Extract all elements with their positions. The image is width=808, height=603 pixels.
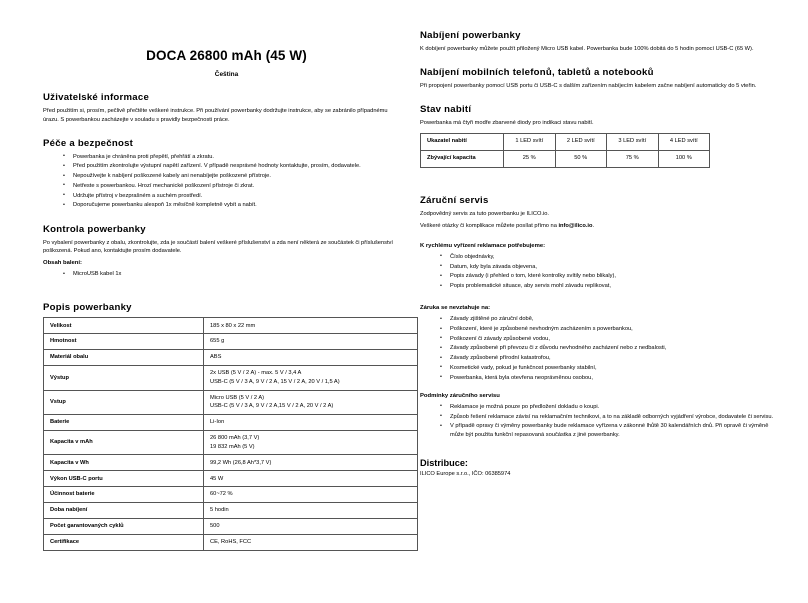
spec-key: Vstup	[44, 390, 204, 414]
spec-value-line: 19 832 mAh (5 V)	[210, 443, 255, 450]
section-heading-care-safety: Péče a bezpečnost	[43, 137, 134, 149]
list-item: • V případě opravy či výměny powerbanky bude reklamace vyřízena v zákonné lhůtě 30 kalendářních dnů. Při opravě či výměně může být použita funkční repasovaná součástka z jiné powerbanky.	[450, 422, 783, 440]
list-item: • Číslo objednávky,	[450, 253, 783, 262]
spec-value	[204, 415, 418, 431]
section-spec-table	[43, 302, 404, 551]
right-column	[412, 0, 808, 564]
section-care-safety	[43, 138, 404, 211]
care-safety-list	[43, 153, 404, 211]
list-item: • Závady způsobené přírodní katastrofou,	[450, 354, 783, 363]
spec-value	[204, 535, 418, 551]
specification-table	[43, 317, 418, 551]
spec-key: Výkon USB-C portu	[44, 471, 204, 487]
list-item: • MicroUSB kabel 1x	[73, 270, 404, 279]
warranty-exclusions-list	[420, 315, 783, 383]
section-distribution	[420, 458, 783, 479]
led-capacity-row-header: Zbývající kapacita	[421, 151, 504, 168]
charging-devices-paragraph: Při propojení powerbanky pomocí USB portu či USB-C s dalším zařízením nabíjecím kabelem začne nabíjení automaticky do 5 vteřin.	[420, 82, 757, 89]
section-warranty-terms	[420, 392, 783, 441]
spec-key: Hmotnost	[44, 334, 204, 350]
spec-value	[204, 390, 418, 414]
spec-value	[204, 350, 418, 366]
spec-value-line: 60~72 %	[210, 491, 233, 498]
list-item: • Powerbanka, která byla otevřena neoprávněnou osobou,	[450, 374, 783, 383]
led-capacity-cell: 50 %	[555, 151, 607, 168]
table-row	[44, 487, 418, 503]
warranty-service-line1: Zodpovědný servis za tuto powerbanku je ILICO.io.	[420, 211, 549, 218]
section-warranty-service	[420, 195, 783, 291]
table-row	[44, 366, 418, 390]
table-row	[44, 519, 418, 535]
spec-value-line: 45 W	[210, 475, 224, 482]
warranty-exclusions-heading: Záruka se nevztahuje na:	[420, 305, 491, 312]
led-indicator-row-header: Ukazatel nabití	[421, 134, 504, 151]
warranty-contact-prefix: Veškeré otázky či komplikace můžete posílat přímo na	[420, 223, 559, 230]
spec-value-line: 185 x 80 x 22 mm	[210, 322, 256, 329]
led-capacity-cell: 25 %	[504, 151, 556, 168]
led-capacity-cell: 75 %	[607, 151, 659, 168]
section-charge-state	[420, 104, 783, 169]
charging-powerbank-paragraph: K dobíjení powerbanky můžete použít přiložený Micro USB kabel. Powerbanka bude 100% dobitá do 5 hodin pomocí USB-C (65 W).	[420, 46, 754, 52]
list-item: • Popis problematické situace, aby servis mohl závadu replikovat,	[450, 282, 783, 291]
spec-value	[204, 471, 418, 487]
section-inspection	[43, 224, 404, 280]
spec-value-line: USB-C (5 V / 3 A, 9 V / 2 A, 15 V / 2 A, 20 V / 1,5 A)	[210, 378, 340, 385]
warranty-terms-heading: Podmínky záručního servisu	[420, 392, 500, 399]
spec-value	[204, 366, 418, 390]
spec-value	[204, 430, 418, 454]
package-contents-list	[43, 270, 404, 279]
spec-key: Kapacita v mAh	[44, 430, 204, 454]
section-user-info	[43, 92, 404, 125]
led-indicator-cell: 4 LED svítí	[658, 134, 710, 151]
spec-value-line: CE, RoHS, FCC	[210, 539, 252, 546]
list-item: • Reklamace je možná pouze po předložení dokladu o koupi.	[450, 403, 783, 412]
list-item: • Závady zjištěné po záruční době,	[450, 315, 783, 324]
list-item: • Popis závady (i přehled o tom, které kontrolky svítily nebo blikaly),	[450, 272, 783, 281]
list-item: • Poškození, které je způsobené nevhodným zacházením s powerbankou,	[450, 325, 783, 334]
list-item: • Netřeste s powerbankou. Hrozí mechanické poškození přístroje či zkrat.	[73, 182, 404, 191]
spec-key: Baterie	[44, 415, 204, 431]
spec-key: Kapacita v Wh	[44, 455, 204, 471]
left-column	[0, 0, 412, 564]
spec-value	[204, 318, 418, 334]
spec-value-line: 500	[210, 523, 220, 530]
spec-key: Velikost	[44, 318, 204, 334]
claim-requirements-list	[420, 253, 783, 291]
spec-value-line: 655 g	[210, 338, 225, 345]
section-charging-powerbank	[420, 30, 783, 54]
warranty-service-line2	[420, 222, 783, 231]
charge-state-paragraph: Powerbanka má čtyři modře zbarvené diody pro indikaci stavu nabití.	[420, 119, 594, 126]
spec-key: Materiál obalu	[44, 350, 204, 366]
spec-value	[204, 334, 418, 350]
table-row	[421, 134, 710, 151]
package-contents-label: Obsah balení:	[43, 260, 82, 267]
spec-key: Certifikace	[44, 535, 204, 551]
table-row	[44, 415, 418, 431]
table-row	[421, 151, 710, 168]
spec-value-line: Micro USB (5 V / 2 A)	[210, 394, 265, 401]
spec-value-line: 5 hodin	[210, 507, 229, 514]
spec-value-line: Li-Ion	[210, 419, 225, 426]
led-indicator-cell: 3 LED svítí	[607, 134, 659, 151]
spec-value	[204, 503, 418, 519]
table-row	[44, 430, 418, 454]
user-info-paragraph: Před použitím si, prosím, pečlivě přečtěte veškeré instrukce. Při používání powerbanky dodržujte instrukce, aby se zabránilo případnému úrazu. S powerbankou zacházejte v souladu s pravidly bezpečnosti práce.	[43, 108, 388, 123]
warranty-contact-suffix: .	[592, 223, 595, 230]
spec-value-line: ABS	[210, 354, 222, 361]
list-item: • Kosmetické vady, pokud je funkčnost powerbanky stabilní,	[450, 364, 783, 373]
led-status-table	[420, 133, 710, 168]
section-heading-charging-devices: Nabíjení mobilních telefonů, tabletů a notebooků	[420, 66, 654, 78]
spec-value-line: 99,2 Wh (26,8 Ah*3,7 V)	[210, 459, 272, 466]
section-heading-charge-state: Stav nabití	[420, 103, 472, 115]
spec-value	[204, 519, 418, 535]
distribution-company: ILICO Europe s.r.o., IČO: 06385974	[420, 470, 511, 477]
list-item: • Před použitím zkontrolujte výstupní napětí zařízení. V případě nesprávné hodnoty kontaktujte, prosím, dodavatele.	[73, 162, 404, 171]
spec-value-line: USB-C (5 V / 3 A, 9 V / 2 A,15 V / 2 A, 20 V / 2 A)	[210, 403, 334, 410]
spec-value	[204, 487, 418, 503]
led-capacity-cell: 100 %	[658, 151, 710, 168]
list-item: • Poškození či závady způsobené vodou,	[450, 335, 783, 344]
table-row	[44, 334, 418, 350]
table-row	[44, 503, 418, 519]
list-item: • Powerbanka je chráněna proti přepětí, přehřátí a zkratu.	[73, 153, 404, 162]
table-row	[44, 318, 418, 334]
section-heading-warranty-service: Záruční servis	[420, 195, 489, 207]
list-item: • Způsob řešení reklamace závisí na reklamačním technikovi, a to na základě odborných vyjádření výrobce, dodavatele či servisu.	[450, 413, 783, 422]
section-heading-charging-powerbank: Nabíjení powerbanky	[420, 30, 521, 41]
led-indicator-cell: 2 LED svítí	[555, 134, 607, 151]
table-row	[44, 471, 418, 487]
section-warranty-exclusions	[420, 304, 783, 383]
section-heading-user-info: Uživatelské informace	[43, 92, 150, 103]
table-row	[44, 535, 418, 551]
language-subtitle: Čeština	[214, 71, 239, 78]
table-row	[44, 350, 418, 366]
claim-requirements-label: K rychlému vyřízení reklamace potřebujeme:	[420, 243, 546, 250]
spec-key: Účinnost baterie	[44, 487, 204, 503]
spec-value-line: 26 800 mAh (3,7 V)	[210, 435, 260, 442]
section-charging-devices	[420, 67, 783, 91]
section-heading-inspection: Kontrola powerbanky	[43, 223, 146, 235]
section-heading-spec-table: Popis powerbanky	[43, 302, 132, 314]
list-item: • Udržujte přístroj v bezprašném a suchém prostředí.	[73, 192, 404, 201]
spec-key: Doba nabíjení	[44, 503, 204, 519]
list-item: • Závady způsobené při převozu či z důvodu nevhodného zacházení nebo z nedbalosti,	[450, 344, 783, 353]
spec-value	[204, 455, 418, 471]
support-email[interactable]: info@ilico.io	[558, 223, 593, 230]
spec-key: Počet garantovaných cyklů	[44, 519, 204, 535]
table-row	[44, 455, 418, 471]
spec-key: Výstup	[44, 366, 204, 390]
list-item: • Nepoužívejte k nabíjení poškozené kabely ani nenabíjejte poškozené přístroje.	[73, 172, 404, 181]
inspection-paragraph: Po vybalení powerbanky z obalu, zkontrolujte, zda je součástí balení veškeré příslušenství a zda není některá ze součástek či příslušenství poškozená. Pokud ano, kontaktujte prosím dodavatele.	[43, 239, 393, 255]
led-indicator-cell: 1 LED svítí	[504, 134, 556, 151]
distribution-heading: Distribuce:	[420, 457, 468, 468]
table-row	[44, 390, 418, 414]
list-item: • Doporučujeme powerbanku alespoň 1x měsíčně kompletně vybít a nabít.	[73, 201, 404, 210]
list-item: • Datum, kdy byla závada objevena,	[450, 263, 783, 272]
spec-value-line: 2x USB (5 V / 2 A) - max. 5 V / 3,4 A	[210, 370, 302, 377]
warranty-terms-list	[420, 403, 783, 441]
page-title: DOCA 26800 mAh (45 W)	[146, 48, 307, 63]
